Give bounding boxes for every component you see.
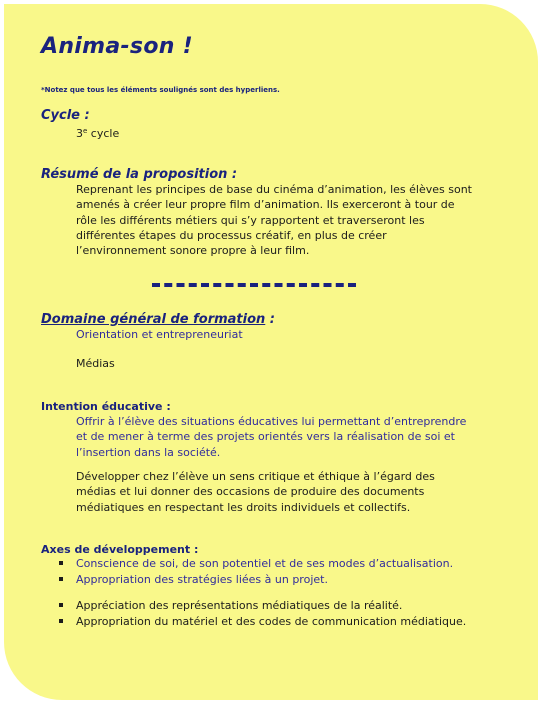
intention-line: Offrir à l’élève des situations éducatives lui permettant d’entreprendre	[76, 415, 467, 428]
list-item	[59, 556, 529, 572]
list-item	[59, 614, 529, 630]
list-item-text: Appropriation du matériel et des codes de communication médiatique.	[76, 614, 467, 628]
cycle-word: cycle	[87, 127, 120, 140]
bullet-icon	[59, 619, 63, 623]
page-title: Anima-son !	[41, 34, 193, 59]
list-item-text: Conscience de soi, de son potentiel et de ses modes d’actualisation.	[76, 557, 454, 570]
list-item	[59, 598, 529, 614]
domaine-colon: :	[265, 312, 276, 327]
cycle-heading: Cycle :	[41, 108, 90, 123]
intention-heading: Intention éducative :	[41, 400, 171, 413]
intention-line: et de mener à terme des projets orientés vers la réalisation de soi et	[76, 430, 455, 444]
resume-heading: Résumé de la proposition :	[41, 167, 238, 182]
intention-line: médias et lui donner des occasions de produire des documents	[76, 485, 425, 499]
axes-list-2	[59, 598, 529, 629]
resume-line: amenés à créer leur propre film d’animation. Ils exerceront à tour de	[76, 198, 455, 212]
domaine-heading	[41, 312, 275, 327]
resume-line: l’environnement sonore propre à leur film.	[76, 244, 310, 258]
list-item-text: Appropriation des stratégies liées à un projet.	[76, 572, 328, 586]
bullet-icon	[59, 577, 63, 581]
resume-line: différentes étapes du processus créatif, en plus de créer	[76, 228, 387, 242]
cycle-number: 3	[76, 127, 83, 140]
axes-heading: Axes de développement :	[41, 543, 199, 556]
list-item-text: Appréciation des représentations médiatiques de la réalité.	[76, 599, 403, 612]
intention-line: l’insertion dans la société.	[76, 445, 221, 459]
bullet-icon	[59, 561, 63, 565]
cycle-value	[76, 124, 119, 141]
dashed-separator	[152, 283, 356, 287]
list-item	[59, 572, 529, 588]
intention-line: Développer chez l’élève un sens critique et éthique à l’égard des	[76, 470, 435, 483]
domaine-link[interactable]: Domaine général de formation	[41, 312, 266, 327]
resume-line: Reprenant les principes de base du cinéma d’animation, les élèves sont	[76, 183, 472, 196]
intention-paragraph-1	[76, 414, 526, 460]
resume-paragraph	[76, 182, 526, 258]
domaine-item-orientation: Orientation et entrepreneuriat	[76, 328, 243, 341]
hyperlink-note: *Notez que tous les éléments soulignés sont des hyperliens.	[41, 86, 280, 94]
intention-line: médiatiques en respectant les droits individuels et collectifs.	[76, 500, 411, 514]
domaine-item-medias: Médias	[76, 357, 115, 370]
axes-list-1	[59, 556, 529, 587]
cycle-superscript: e	[83, 127, 88, 135]
intention-paragraph-2	[76, 469, 526, 515]
resume-line: rôle les différents métiers qui s’y rapportent et traverseront les	[76, 213, 425, 227]
bullet-icon	[59, 603, 63, 607]
